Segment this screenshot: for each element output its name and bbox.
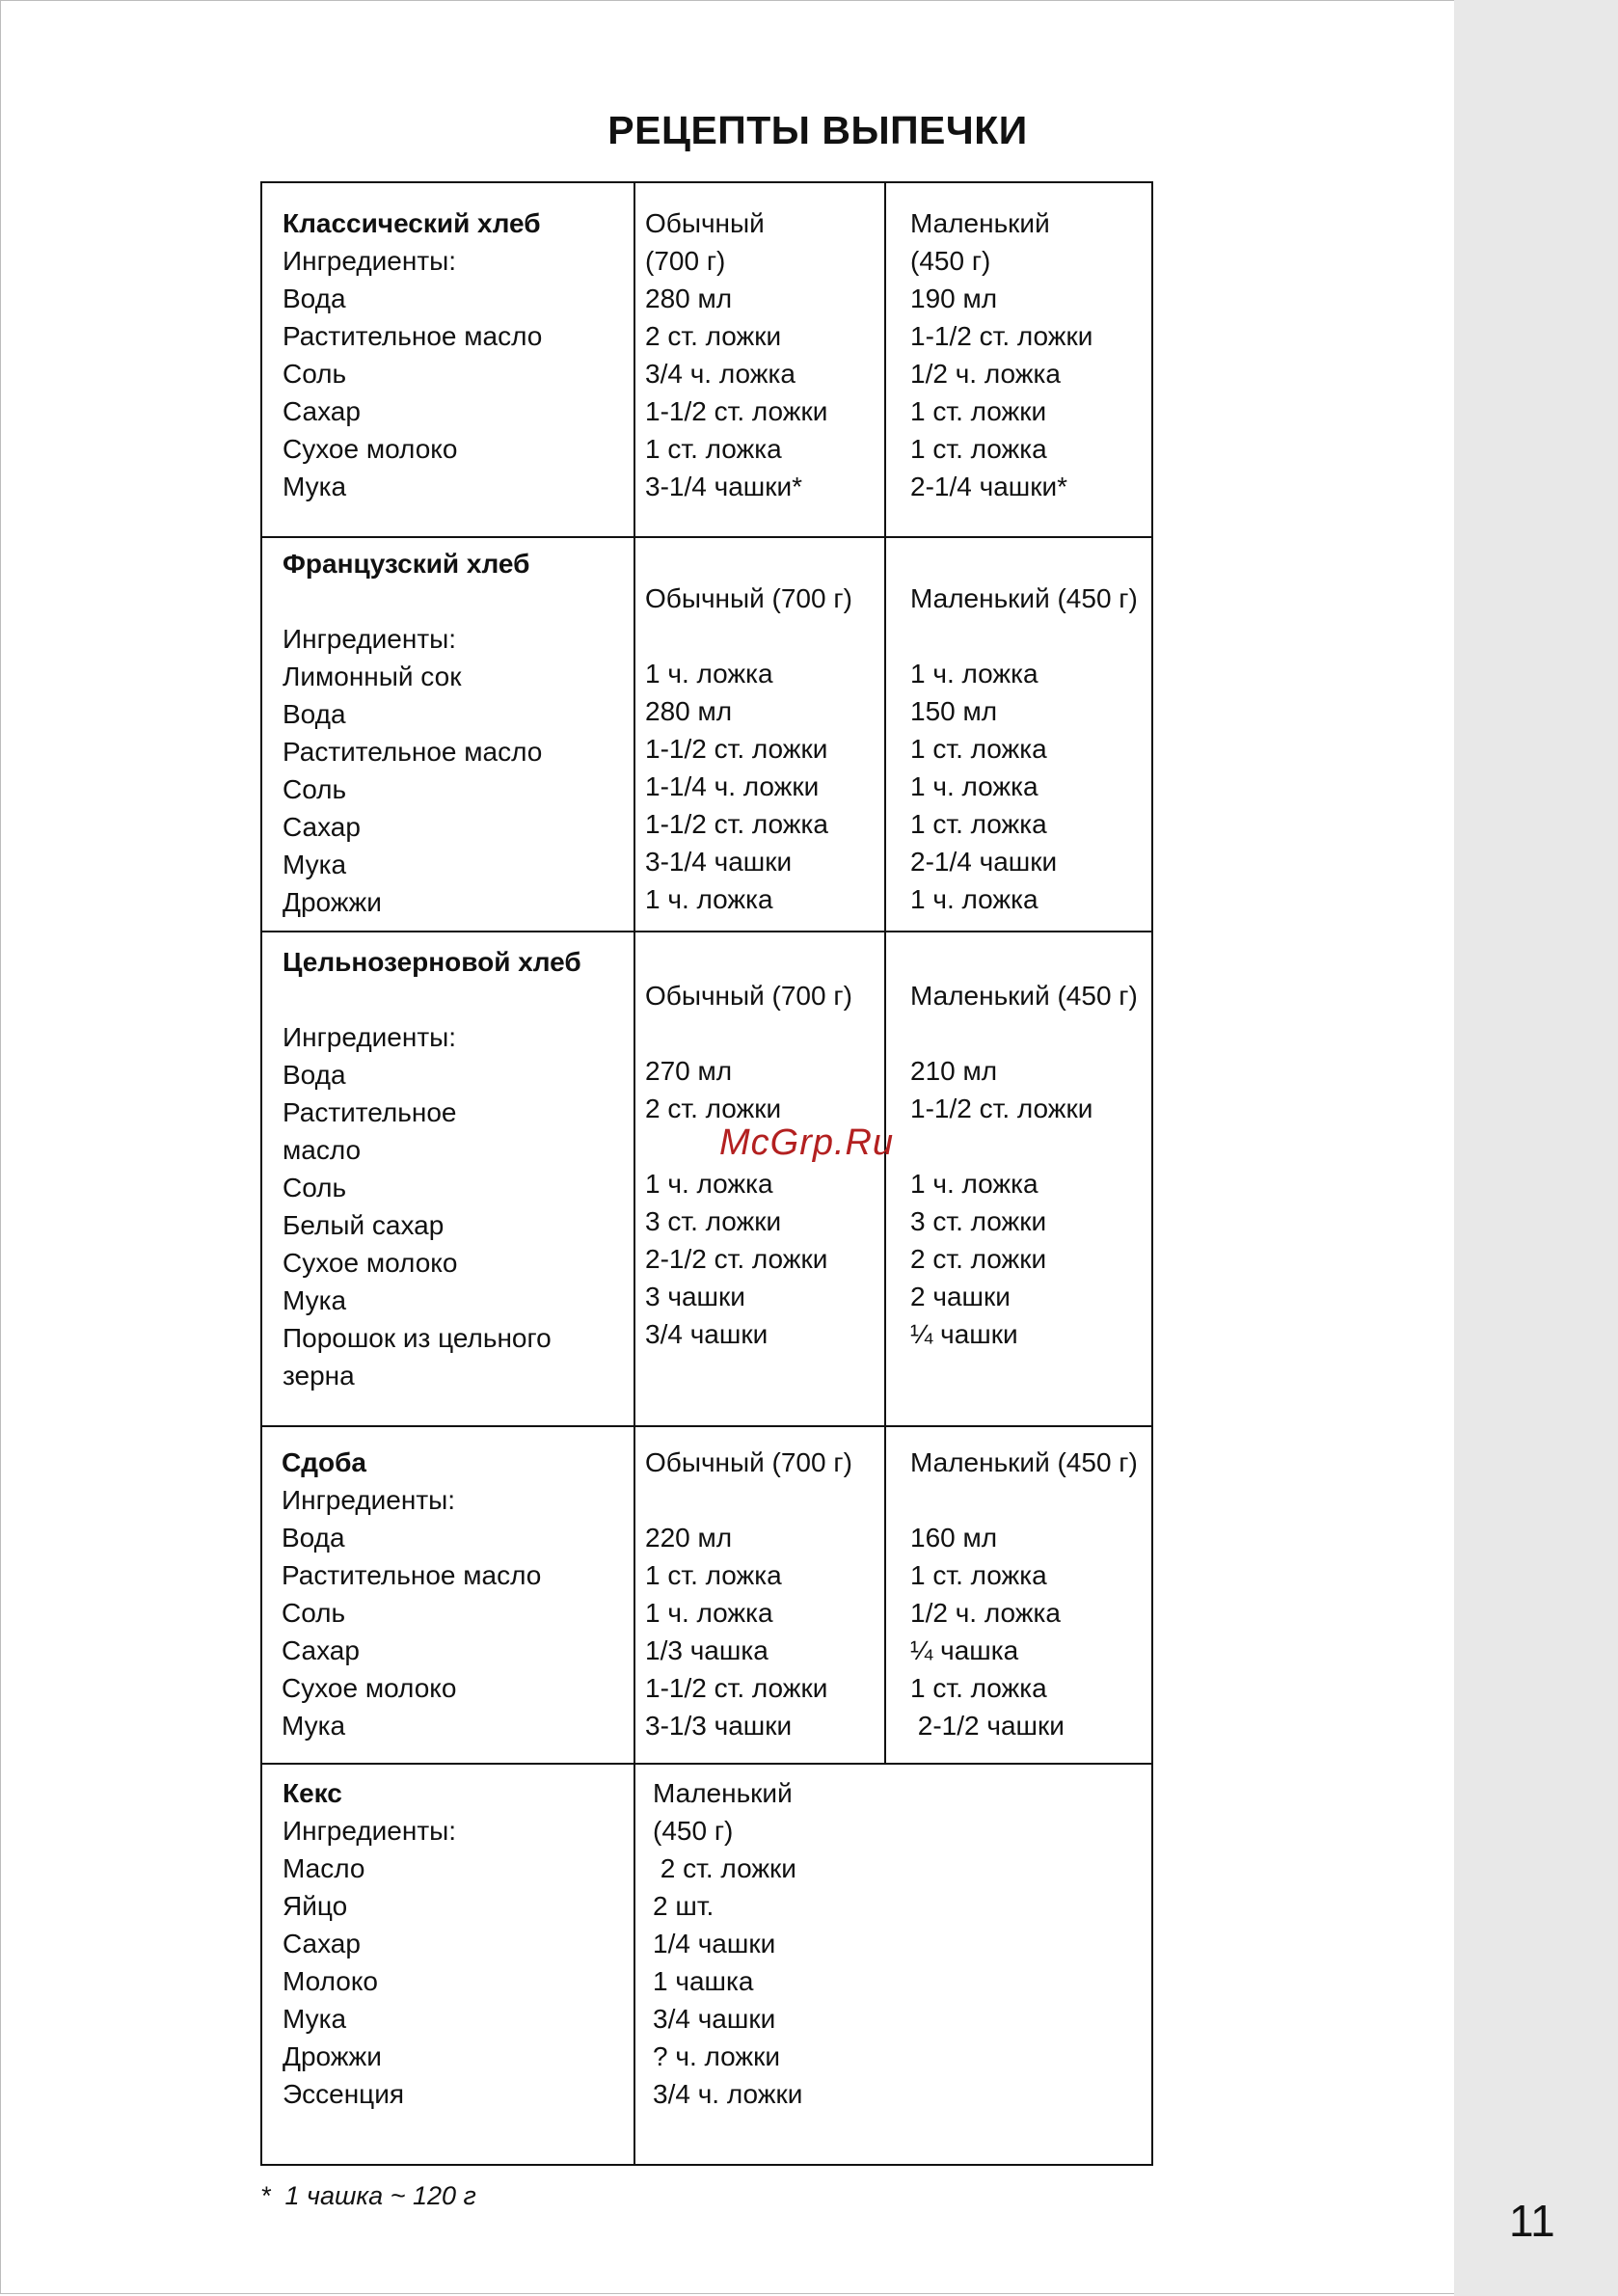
ingredient-label: Растительное масло: [283, 321, 543, 351]
ingredient-label: Сахар: [283, 812, 361, 842]
ingredient-label: Соль: [282, 1598, 346, 1628]
ingredient-label: Растительное масло: [282, 1560, 542, 1590]
amount-value: 1 ст. ложка: [645, 1560, 782, 1590]
ingredient-label: Вода: [283, 284, 346, 313]
ingredient-label: Порошок из цельного: [283, 1323, 552, 1353]
ingredient-label: Вода: [283, 1060, 346, 1090]
ingredient-label: Эссенция: [283, 2079, 404, 2109]
ingredient-label: [283, 981, 581, 1018]
amount-value: 2 ст. ложки: [645, 321, 782, 351]
ingredient-label: Соль: [283, 359, 347, 389]
amount-value: [645, 1481, 852, 1519]
recipe-cell-cake: [283, 1774, 456, 2113]
ingredient-label: Мука: [283, 850, 347, 879]
amount-value: 1-1/2 ст. ложки: [910, 321, 1093, 351]
amount-value: Маленький (450 г): [910, 981, 1138, 1011]
row-divider: [260, 1763, 1153, 1765]
amount-value: [910, 1127, 1138, 1165]
ingredient-label: Ингредиенты:: [282, 1485, 456, 1515]
amount-value: (700 г): [645, 246, 726, 276]
amount-value: 1-1/4 ч. ложки: [645, 771, 820, 801]
recipe-name: Французский хлеб: [283, 549, 530, 579]
amount-value: 3/4 чашки: [645, 1319, 769, 1349]
amount-value: 270 мл: [645, 1056, 733, 1086]
ingredient-label: Растительное: [283, 1097, 457, 1127]
amount-value: [910, 617, 1138, 655]
recipe-name: Кекс: [283, 1778, 342, 1808]
amount-value: 1-1/2 ст. ложки: [645, 734, 828, 764]
amount-cell-small: [910, 977, 1138, 1353]
amount-value: 190 мл: [910, 284, 998, 313]
amount-value: Обычный (700 г): [645, 583, 852, 613]
amount-value: 1 ч. ложка: [645, 659, 773, 689]
amount-value: ¼ чашки: [910, 1319, 1018, 1349]
amount-value: 3 ст. ложки: [645, 1206, 782, 1236]
amount-value: 280 мл: [645, 696, 733, 726]
amount-value: 3/4 чашки: [653, 2004, 776, 2034]
ingredient-label: Белый сахар: [283, 1210, 445, 1240]
amount-value: 2-1/4 чашки: [910, 847, 1058, 877]
ingredient-label: Сухое молоко: [283, 1248, 458, 1278]
amount-cell-regular: [645, 580, 852, 918]
ingredient-label: Мука: [283, 2004, 347, 2034]
amount-value: 1 ст. ложка: [910, 1560, 1047, 1590]
row-divider: [260, 1425, 1153, 1427]
recipe-name: Классический хлеб: [283, 208, 541, 238]
amount-value: 3 ст. ложки: [910, 1206, 1047, 1236]
amount-value: 3-1/3 чашки: [645, 1711, 793, 1741]
amount-value: 1 ч. ложка: [645, 1598, 773, 1628]
amount-value: 2-1/2 ст. ложки: [645, 1244, 828, 1274]
amount-value: 1 ч. ложка: [910, 884, 1038, 914]
page-title: РЕЦЕПТЫ ВЫПЕЧКИ: [607, 108, 1028, 152]
amount-value: 1 ст. ложка: [910, 434, 1047, 464]
amount-cell-small: [910, 1444, 1138, 1744]
amount-value: ¼ чашка: [910, 1635, 1019, 1665]
amount-value: 2-1/4 чашки*: [910, 472, 1068, 501]
ingredient-label: Вода: [282, 1523, 345, 1553]
amount-value: Обычный (700 г): [645, 981, 852, 1011]
ingredient-label: Сухое молоко: [283, 434, 458, 464]
amount-value: 1/3 чашка: [645, 1635, 769, 1665]
amount-value: [910, 1014, 1138, 1052]
amount-value: 2 ст. ложки: [645, 1094, 782, 1123]
ingredient-label: Молоко: [283, 1966, 378, 1996]
row-divider: [260, 536, 1153, 538]
recipe-cell-french: [283, 545, 542, 921]
amount-value: 1/2 ч. ложка: [910, 1598, 1061, 1628]
ingredient-label: Вода: [283, 699, 346, 729]
amount-value: 3 чашки: [645, 1282, 745, 1311]
amount-value: 1-1/2 ст. ложки: [645, 1673, 828, 1703]
ingredient-label: Сахар: [283, 396, 361, 426]
recipe-cell-brioche: [282, 1444, 541, 1744]
amount-value: 1 ст. ложки: [910, 396, 1047, 426]
watermark: McGrp.Ru: [719, 1122, 895, 1163]
ingredient-label: Ингредиенты:: [283, 246, 457, 276]
amount-value: 1-1/2 ст. ложки: [910, 1094, 1093, 1123]
amount-cell-small: [653, 1774, 802, 2113]
amount-value: Маленький: [653, 1778, 793, 1808]
amount-value: 3/4 ч. ложка: [645, 359, 796, 389]
amount-value: 1-1/2 ст. ложки: [645, 396, 828, 426]
amount-value: 3-1/4 чашки: [645, 847, 793, 877]
ingredient-label: Сахар: [283, 1929, 361, 1958]
amount-value: Обычный: [645, 208, 765, 238]
amount-value: 1 ст. ложка: [910, 809, 1047, 839]
row-divider: [260, 931, 1153, 932]
amount-value: 160 мл: [910, 1523, 998, 1553]
amount-value: 2 чашки: [910, 1282, 1011, 1311]
amount-value: 2 ст. ложки: [653, 1853, 796, 1883]
amount-cell-regular: [645, 977, 852, 1353]
side-strip: [1454, 0, 1618, 2296]
amount-value: 3-1/4 чашки*: [645, 472, 803, 501]
amount-value: 1 ч. ложка: [645, 1169, 773, 1199]
ingredient-label: [283, 582, 542, 620]
recipe-cell-wholegrain: [283, 943, 581, 1394]
ingredient-label: Мука: [283, 1285, 347, 1315]
amount-value: 1 ч. ложка: [910, 659, 1038, 689]
amount-value: [910, 1481, 1138, 1519]
amount-value: 210 мл: [910, 1056, 998, 1086]
amount-cell-regular: [645, 1444, 852, 1744]
recipe-cell-classic: [283, 204, 542, 505]
ingredient-label: Соль: [283, 774, 347, 804]
amount-value: 280 мл: [645, 284, 733, 313]
amount-value: (450 г): [910, 246, 991, 276]
recipe-name: Цельнозерновой хлеб: [283, 947, 581, 977]
amount-value: 2 шт.: [653, 1891, 715, 1921]
amount-value: 3/4 ч. ложки: [653, 2079, 803, 2109]
ingredient-label: Лимонный сок: [283, 662, 462, 691]
recipe-name: Сдоба: [282, 1447, 366, 1477]
amount-value: 1 ст. ложка: [910, 1673, 1047, 1703]
amount-value: 1 чашка: [653, 1966, 754, 1996]
amount-value: [645, 1014, 852, 1052]
amount-value: ? ч. ложки: [653, 2041, 781, 2071]
amount-cell-small: [910, 204, 1092, 505]
amount-value: Маленький: [910, 208, 1050, 238]
amount-value: 150 мл: [910, 696, 998, 726]
ingredient-label: Дрожжи: [283, 2041, 382, 2071]
ingredient-label: Ингредиенты:: [283, 624, 457, 654]
amount-value: Маленький (450 г): [910, 1447, 1138, 1477]
amount-value: 1-1/2 ст. ложка: [645, 809, 828, 839]
ingredient-label: Яйцо: [283, 1891, 348, 1921]
amount-value: 1 ст. ложка: [910, 734, 1047, 764]
column-divider: [884, 181, 886, 1764]
ingredient-label: Ингредиенты:: [283, 1816, 457, 1846]
amount-value: Маленький (450 г): [910, 583, 1138, 613]
ingredient-label: Соль: [283, 1173, 347, 1202]
amount-value: (450 г): [653, 1816, 734, 1846]
amount-value: 1 ст. ложка: [645, 434, 782, 464]
amount-value: [645, 617, 852, 655]
ingredient-label: Мука: [282, 1711, 346, 1741]
amount-value: 1 ч. ложка: [645, 884, 773, 914]
ingredient-label: Растительное масло: [283, 737, 543, 767]
ingredient-label: Сухое молоко: [282, 1673, 457, 1703]
amount-cell-small: [910, 580, 1138, 918]
amount-value: 2 ст. ложки: [910, 1244, 1047, 1274]
amount-cell-regular: [645, 204, 827, 505]
amount-value: 1 ч. ложка: [910, 1169, 1038, 1199]
ingredient-label: Дрожжи: [283, 887, 382, 917]
amount-value: 220 мл: [645, 1523, 733, 1553]
amount-value: 1/4 чашки: [653, 1929, 776, 1958]
ingredient-label: Мука: [283, 472, 347, 501]
ingredient-label: Сахар: [282, 1635, 360, 1665]
ingredient-label: Ингредиенты:: [283, 1022, 457, 1052]
amount-value: 2-1/2 чашки: [910, 1711, 1065, 1741]
ingredient-label: зерна: [283, 1361, 355, 1391]
ingredient-label: масло: [283, 1135, 362, 1165]
amount-value: Обычный (700 г): [645, 1447, 852, 1477]
page-number: 11: [1509, 2196, 1555, 2246]
column-divider: [634, 181, 635, 2166]
footnote: * 1 чашка ~ 120 г: [260, 2181, 476, 2210]
ingredient-label: Масло: [283, 1853, 365, 1883]
amount-value: 1 ч. ложка: [910, 771, 1038, 801]
amount-value: 1/2 ч. ложка: [910, 359, 1061, 389]
